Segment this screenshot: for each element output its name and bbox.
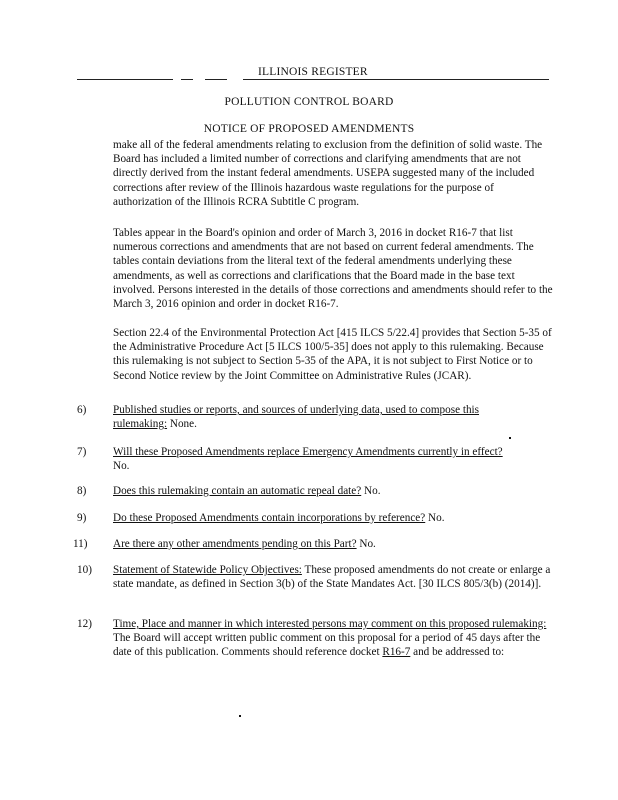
item-10-answer: These proposed amendments do not create or enlarge a state mandate, as defined in Section 3(b) of the State Mandates Act. [30 ILCS 805/3(b) (2014)]. [113,564,551,591]
item-9-question: Do these Proposed Amendments contain incorporations by reference? [113,512,426,524]
item-11 [113,537,543,551]
item-7-question: Will these Proposed Amendments replace Emergency Amendments currently in effect? [113,446,503,458]
item-number-7: 7) [77,446,87,458]
item-number-8: 8) [77,485,87,497]
paragraph-section-22-4: Section 22.4 of the Environmental Protection Act [415 ILCS 5/22.4] provides that Section 5-35 of the Administrative Procedure Act [5 ILCS 100/5-35] does not apply to this rulemaking. Because this rulemaking is not subject to Section 5-35 of the APA, it is not subject to First Notice or to Second Notice review by the Joint Committee on Administrative Rules (JCAR). [113,327,552,382]
header-rule-right [243,79,549,80]
register-title: ILLINOIS REGISTER [258,66,368,78]
header-rule-left [77,79,173,80]
item-7-answer: No. [113,460,130,473]
item-7 [113,445,543,473]
paragraph-tables: Tables appear in the Board's opinion and order of March 3, 2016 in docket R16-7 that list numerous corrections and amendments that are not based on current federal amendments. The tables contain deviations from the literal text of the federal amendments underlying these amendments, as well as corrections and clarifications that the Board made in the base text involved. Persons interested in the details of those corrections and amendments should refer to the March 3, 2016 opinion and order in docket R16-7. [113,227,553,311]
item-10 [113,563,553,591]
item-10-question: Statement of Statewide Policy Objectives: [113,564,302,576]
footer-dot [239,715,241,717]
item-8-question: Does this rulemaking contain an automatic repeal date? [113,485,362,497]
item-number-9: 9) [77,512,87,524]
item-9-answer: No. [425,512,445,524]
item-12-question: Time, Place and manner in which interested persons may comment on this proposed rulemaking: [113,618,547,630]
stray-mark [509,437,511,439]
board-title: POLLUTION CONTROL BOARD [224,96,394,108]
item-11-question: Are there any other amendments pending on this Part? [113,538,357,550]
item-6 [113,403,533,431]
item-6-answer: None. [167,418,197,431]
paragraph-continuation: make all of the federal amendments relating to exclusion from the definition of solid waste. The Board has included a limited number of corrections and clarifying amendments that are not directly derived from the instant federal amendments. USEPA suggested many of the included corrections after review of the Illinois hazardous waste regulations for the purpose of authorization of the Illinois RCRA Subtitle C program. [113,139,543,208]
item-number-10: 10) [77,564,92,576]
item-number-6: 6) [77,404,87,416]
item-6-question: Published studies or reports, and sources of underlying data, used to compose this rulemaking: [113,404,480,431]
item-12 [113,617,553,660]
item-9 [113,511,543,525]
notice-title: NOTICE OF PROPOSED AMENDMENTS [203,123,415,135]
item-12-answer: The Board will accept written public comment on this proposal for a period of 45 days after the date of this publication. Comments should reference docket [113,632,541,659]
item-12-tail: and be addressed to: [410,646,505,659]
item-number-11: 11) [73,538,88,550]
item-8 [113,484,543,498]
item-8-answer: No. [361,485,381,497]
header-rule-mid [181,79,193,80]
item-12-docket: R16-7 [382,646,411,659]
header-rule-short [205,79,227,80]
item-number-12: 12) [77,618,92,630]
item-11-answer: No. [356,538,376,550]
